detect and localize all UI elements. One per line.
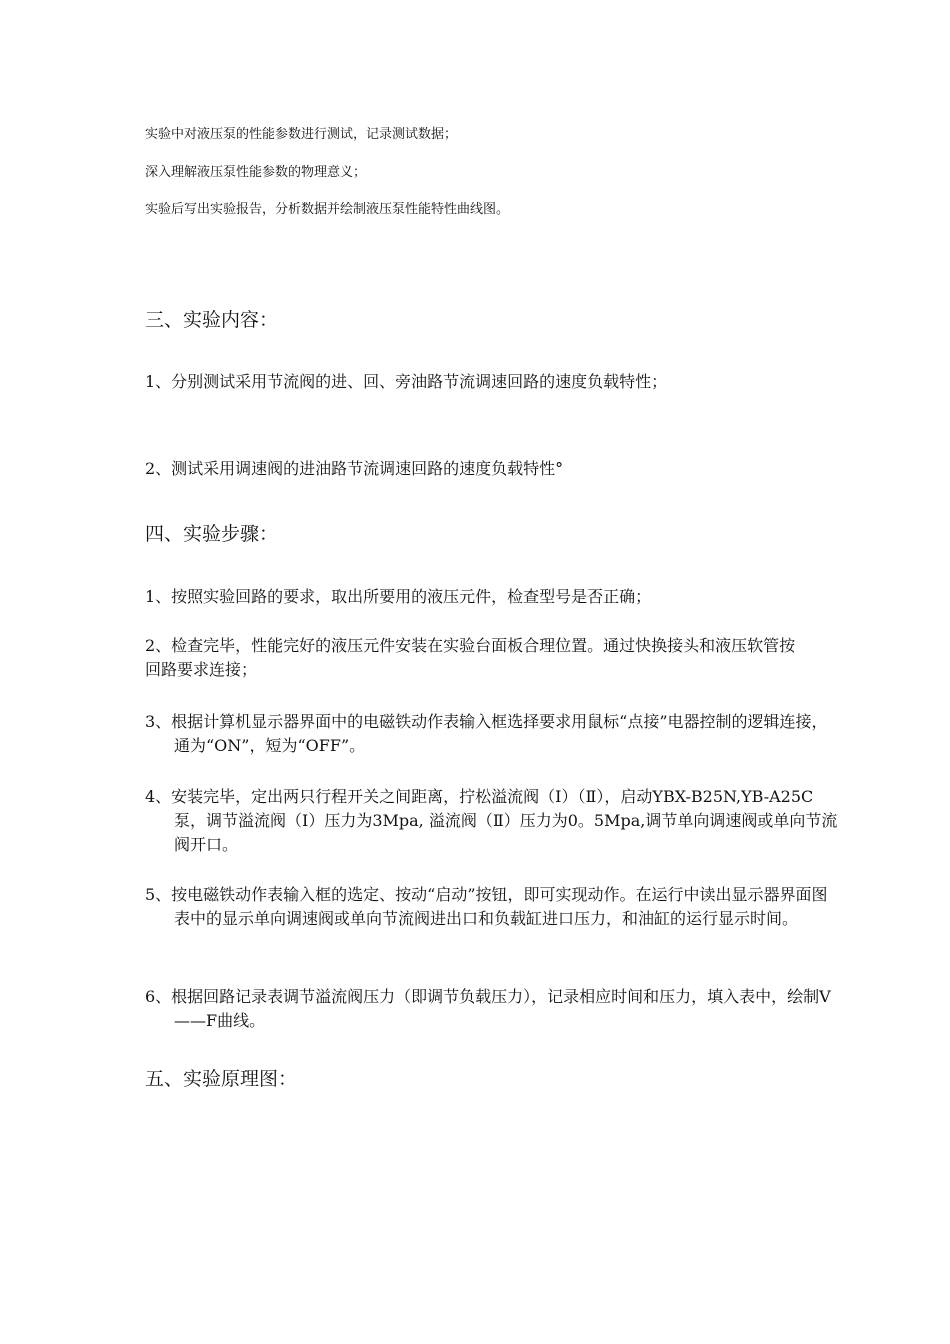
section-3-heading: 三、实验内容： <box>145 309 279 331</box>
step-2: 2、检查完毕，性能完好的液压元件安装在实验台面板合理位置。通过快换接头和液压软管按回路要求连接； <box>145 636 796 679</box>
step-4: 4、安装完毕，定出两只行程开关之间距离，拧松溢流阀（Ⅰ）（Ⅱ），启动YBX-B25N,YB-A25C泵，调节溢流阀（Ⅰ）压力为3Mpa, 溢流阀（Ⅱ）压力为0。5Mpa,调节单向调速阀或单向节流阀开口。 <box>145 787 838 854</box>
step-1: 1、按照实验回路的要求，取出所要用的液压元件，检查型号是否正确； <box>145 587 652 606</box>
section-4-heading: 四、实验步骤： <box>145 523 279 545</box>
intro-line-2: 深入理解液压泵性能参数的物理意义； <box>145 165 367 180</box>
intro-line-3: 实验后写出实验报告，分析数据并绘制液压泵性能特性曲线图。 <box>145 202 510 217</box>
content-item-2: 2、测试采用调速阀的进油路节流调速回路的速度负载特性° <box>145 459 564 478</box>
intro-line-1: 实验中对液压泵的性能参数进行测试，记录测试数据； <box>145 127 458 142</box>
step-5: 5、按电磁铁动作表输入框的选定、按动“启动”按钮，即可实现动作。在运行中读出显示器界面图表中的显示单向调速阀或单向节流阀进出口和负载缸进口压力，和油缸的运行显示时间。 <box>145 885 828 928</box>
step-3: 3、根据计算机显示器界面中的电磁铁动作表输入框选择要求用鼠标“点接”电器控制的逻辑连接，通为“ON”，短为“OFF”。 <box>145 712 828 755</box>
step-6: 6、根据回路记录表调节溢流阀压力（即调节负载压力），记录相应时间和压力，填入表中，绘制V——F曲线。 <box>145 987 831 1030</box>
content-item-1: 1、分别测试采用节流阀的进、回、旁油路节流调速回路的速度负载特性； <box>145 372 668 391</box>
section-5-heading: 五、实验原理图： <box>145 1068 298 1090</box>
